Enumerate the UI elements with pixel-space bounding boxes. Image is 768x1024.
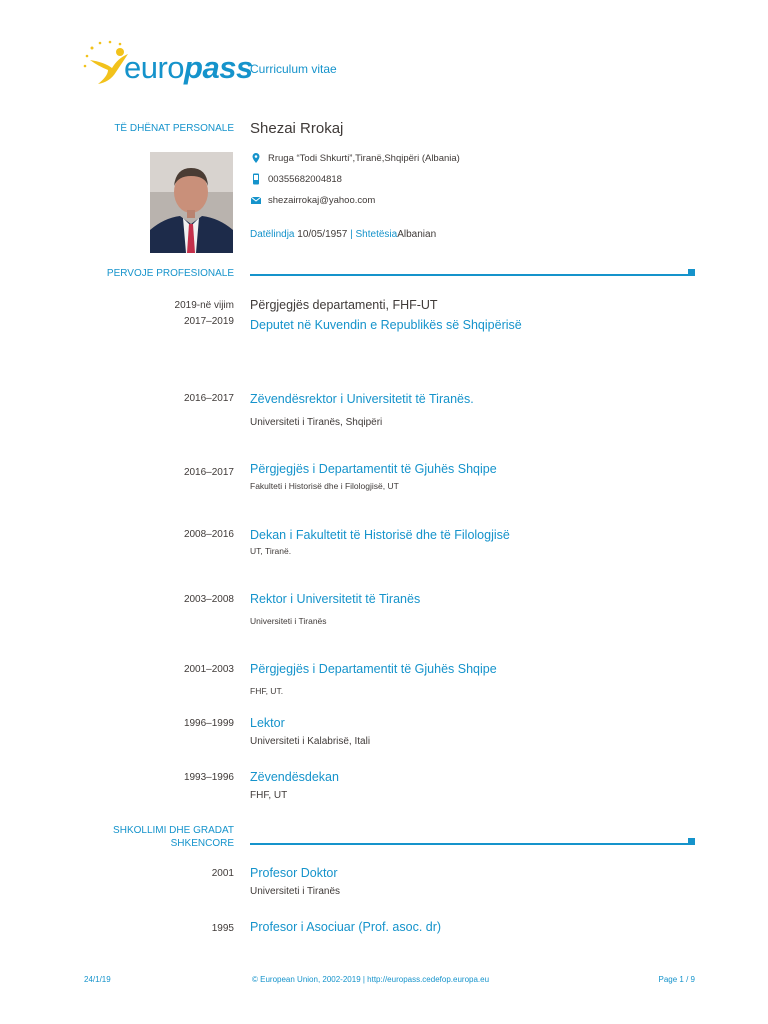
envelope-icon: [250, 194, 262, 206]
experience-divider: [250, 274, 690, 276]
edu-sub: Universiteti i Tiranës: [250, 886, 341, 897]
exp-title: Përgjegjës i Departamentit të Gjuhës Shqipe: [250, 662, 497, 676]
exp-sub: FHF, UT: [250, 790, 288, 801]
edu-date: 1995: [211, 923, 234, 934]
nationality-value: Albanian: [397, 229, 437, 240]
separator: |: [350, 229, 353, 240]
exp-title: Zëvendësrektor i Universitetit të Tiranës.: [250, 392, 474, 406]
location-pin-icon: [250, 152, 262, 164]
footer-date: 24/1/19: [84, 975, 111, 984]
exp-top-date-2: 2017–2019: [183, 316, 234, 327]
exp-sub: Universiteti i Tiranës: [250, 616, 327, 626]
personal-section-label: TË DHËNAT PERSONALE: [114, 123, 234, 134]
profile-photo: [150, 152, 233, 253]
education-section-label-line2: SHKENCORE: [170, 838, 234, 849]
exp-date: 2003–2008: [183, 594, 234, 605]
exp-sub: UT, Tiranë.: [250, 546, 292, 556]
exp-date: 2016–2017: [183, 467, 234, 478]
exp-date: 2008–2016: [183, 529, 234, 540]
exp-title: Lektor: [250, 716, 285, 730]
exp-sub: Fakulteti i Historisë dhe i Filologjisë, UT: [250, 481, 399, 491]
exp-title: Përgjegjës i Departamentit të Gjuhës Shqipe: [250, 462, 497, 476]
exp-title: Zëvendësdekan: [250, 770, 339, 784]
footer-copyright[interactable]: © European Union, 2002-2019 | http://europass.cedefop.europa.eu: [252, 975, 490, 984]
exp-top-date-1: 2019-në vijim: [174, 300, 234, 311]
exp-title: Dekan i Fakultetit të Historisë dhe të Filologjisë: [250, 528, 510, 542]
edu-date: 2001: [211, 868, 234, 879]
nationality-label: Shtetësia: [355, 229, 398, 240]
exp-sub: Universiteti i Kalabrisë, Itali: [250, 736, 371, 747]
exp-sub: FHF, UT.: [250, 686, 284, 696]
address-text: Rruga “Todi Shkurti”,Tiranë,Shqipëri (Albania): [268, 152, 460, 164]
experience-section-label: PERVOJE PROFESIONALE: [106, 268, 234, 279]
experience-divider-marker: [688, 269, 695, 276]
mobile-phone-icon: [250, 173, 262, 185]
logo-word-bold: pass: [184, 50, 253, 85]
birth-label: Datëlindja: [250, 229, 295, 240]
edu-title: Profesor i Asociuar (Prof. asoc. dr): [250, 920, 442, 934]
education-divider-marker: [688, 838, 695, 845]
phone-row: [250, 173, 342, 185]
email-text[interactable]: shezairrokaj@yahoo.com: [268, 194, 376, 206]
exp-sub: Universiteti i Tiranës, Shqipëri: [250, 417, 383, 428]
education-divider: [250, 843, 690, 845]
exp-date: 1996–1999: [183, 718, 234, 729]
exp-date: 1993–1996: [183, 772, 234, 783]
exp-top-title-1: Përgjegjës departamenti, FHF-UT: [250, 298, 438, 312]
logo-wordmark: [124, 50, 253, 86]
footer-page-number: Page 1 / 9: [658, 975, 695, 984]
email-row: [250, 194, 375, 206]
birth-value: 10/05/1957: [297, 229, 348, 240]
education-section-label-line1: SHKOLLIMI DHE GRADAT: [113, 825, 234, 836]
birth-nationality-row: [250, 229, 436, 240]
exp-date: 2001–2003: [183, 664, 234, 675]
phone-text: 00355682004818: [268, 173, 342, 185]
logo-word-regular: euro: [124, 50, 185, 85]
person-name: Shezai Rrokaj: [250, 120, 344, 137]
edu-title: Profesor Doktor: [250, 866, 338, 880]
address-row: [250, 152, 460, 164]
exp-date: 2016–2017: [183, 393, 234, 404]
cv-label: Curriculum vitae: [250, 62, 337, 76]
portrait-image: [150, 152, 233, 253]
exp-title: Rektor i Universitetit të Tiranës: [250, 592, 421, 606]
exp-top-title-2: Deputet në Kuvendin e Republikës së Shqipërisë: [250, 318, 522, 332]
